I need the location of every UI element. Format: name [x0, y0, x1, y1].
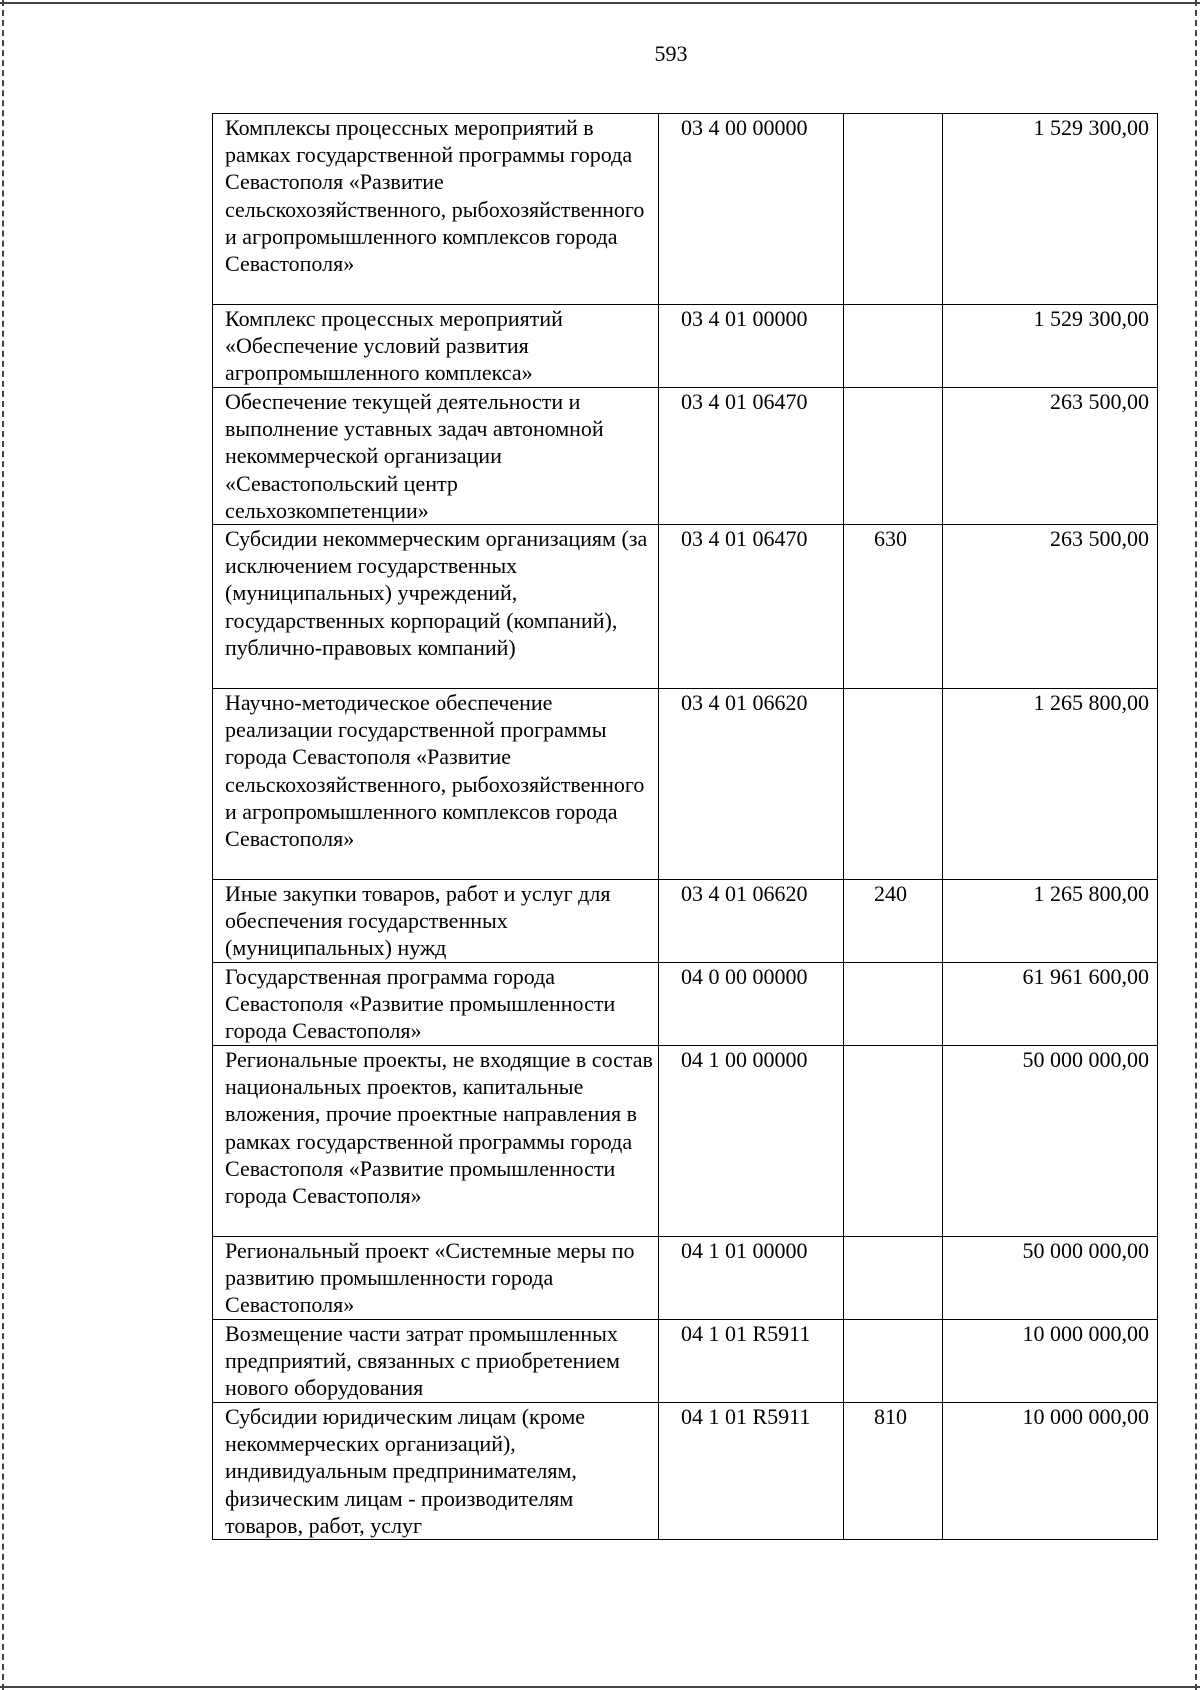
row-expense-kind: [844, 963, 943, 1046]
row-sum: 61 961 600,00: [943, 963, 1158, 1046]
row-expense-kind: [844, 305, 943, 388]
table-row: [213, 1320, 1158, 1403]
row-sum: 1 529 300,00: [943, 305, 1158, 388]
row-name: Субсидии некоммерческим организациям (за исключением государственных (муниципальных) учреждений, государственных корпораций (компаний), публично-правовых компаний): [213, 525, 659, 689]
row-sum: 263 500,00: [943, 525, 1158, 689]
row-code: 03 4 01 00000: [659, 305, 844, 388]
row-name: Обеспечение текущей деятельности и выполнение уставных задач автономной некоммерческой организации «Севастопольский центр сельхозкомпетенции»: [213, 388, 659, 525]
scan-frame-right: [1195, 0, 1197, 1690]
table-row: [213, 880, 1158, 963]
row-code: 03 4 01 06620: [659, 880, 844, 963]
row-expense-kind: [844, 1046, 943, 1237]
row-expense-kind: [844, 1237, 943, 1320]
row-sum: 263 500,00: [943, 388, 1158, 525]
row-sum: 50 000 000,00: [943, 1237, 1158, 1320]
row-expense-kind: 630: [844, 525, 943, 689]
table-row: [213, 525, 1158, 689]
row-code: 03 4 01 06470: [659, 525, 844, 689]
row-name: Комплекс процессных мероприятий «Обеспечение условий развития агропромышленного комплекса»: [213, 305, 659, 388]
row-code: 04 0 00 00000: [659, 963, 844, 1046]
row-code: 04 1 01 00000: [659, 1237, 844, 1320]
table-row: [213, 689, 1158, 880]
row-expense-kind: 810: [844, 1403, 943, 1540]
row-name: Научно-методическое обеспечение реализации государственной программы города Севастополя «Развитие сельскохозяйственного, рыбохозяйственного и агропромышленного комплексов города Севастополя»: [213, 689, 659, 880]
row-code: 04 1 01 R5911: [659, 1403, 844, 1540]
row-code: 04 1 00 00000: [659, 1046, 844, 1237]
row-expense-kind: 240: [844, 880, 943, 963]
row-code: 03 4 00 00000: [659, 114, 844, 305]
row-name: Государственная программа города Севастополя «Развитие промышленности города Севастополя»: [213, 963, 659, 1046]
table-row: [213, 963, 1158, 1046]
row-name: Региональные проекты, не входящие в состав национальных проектов, капитальные вложения, прочие проектные направления в рамках государственной программы города Севастополя «Развитие промышленности города Севастополя»: [213, 1046, 659, 1237]
row-sum: 10 000 000,00: [943, 1403, 1158, 1540]
scan-frame-bottom: [0, 1686, 1200, 1688]
budget-table: [212, 113, 1158, 1540]
table-row: [213, 1403, 1158, 1540]
row-expense-kind: [844, 689, 943, 880]
row-name: Комплексы процессных мероприятий в рамках государственной программы города Севастополя «Развитие сельскохозяйственного, рыбохозяйственного и агропромышленного комплексов города Севастополя»: [213, 114, 659, 305]
row-name: Региональный проект «Системные меры по развитию промышленности города Севастополя»: [213, 1237, 659, 1320]
row-name: Иные закупки товаров, работ и услуг для обеспечения государственных (муниципальных) нужд: [213, 880, 659, 963]
page-number: 593: [654, 41, 688, 66]
row-code: 04 1 01 R5911: [659, 1320, 844, 1403]
table-row: [213, 305, 1158, 388]
row-code: 03 4 01 06620: [659, 689, 844, 880]
row-name: Возмещение части затрат промышленных предприятий, связанных с приобретением нового оборудования: [213, 1320, 659, 1403]
row-sum: 50 000 000,00: [943, 1046, 1158, 1237]
row-sum: 1 529 300,00: [943, 114, 1158, 305]
row-code: 03 4 01 06470: [659, 388, 844, 525]
table-row: [213, 1237, 1158, 1320]
row-expense-kind: [844, 388, 943, 525]
row-expense-kind: [844, 114, 943, 305]
scan-frame-top: [0, 2, 1200, 4]
row-expense-kind: [844, 1320, 943, 1403]
scan-frame-left: [2, 0, 4, 1690]
table-row: [213, 114, 1158, 305]
row-name: Субсидии юридическим лицам (кроме некоммерческих организаций), индивидуальным предпринимателям, физическим лицам - производителям товаров, работ, услуг: [213, 1403, 659, 1540]
row-sum: 1 265 800,00: [943, 880, 1158, 963]
table-row: [213, 388, 1158, 525]
table-row: [213, 1046, 1158, 1237]
row-sum: 1 265 800,00: [943, 689, 1158, 880]
row-sum: 10 000 000,00: [943, 1320, 1158, 1403]
